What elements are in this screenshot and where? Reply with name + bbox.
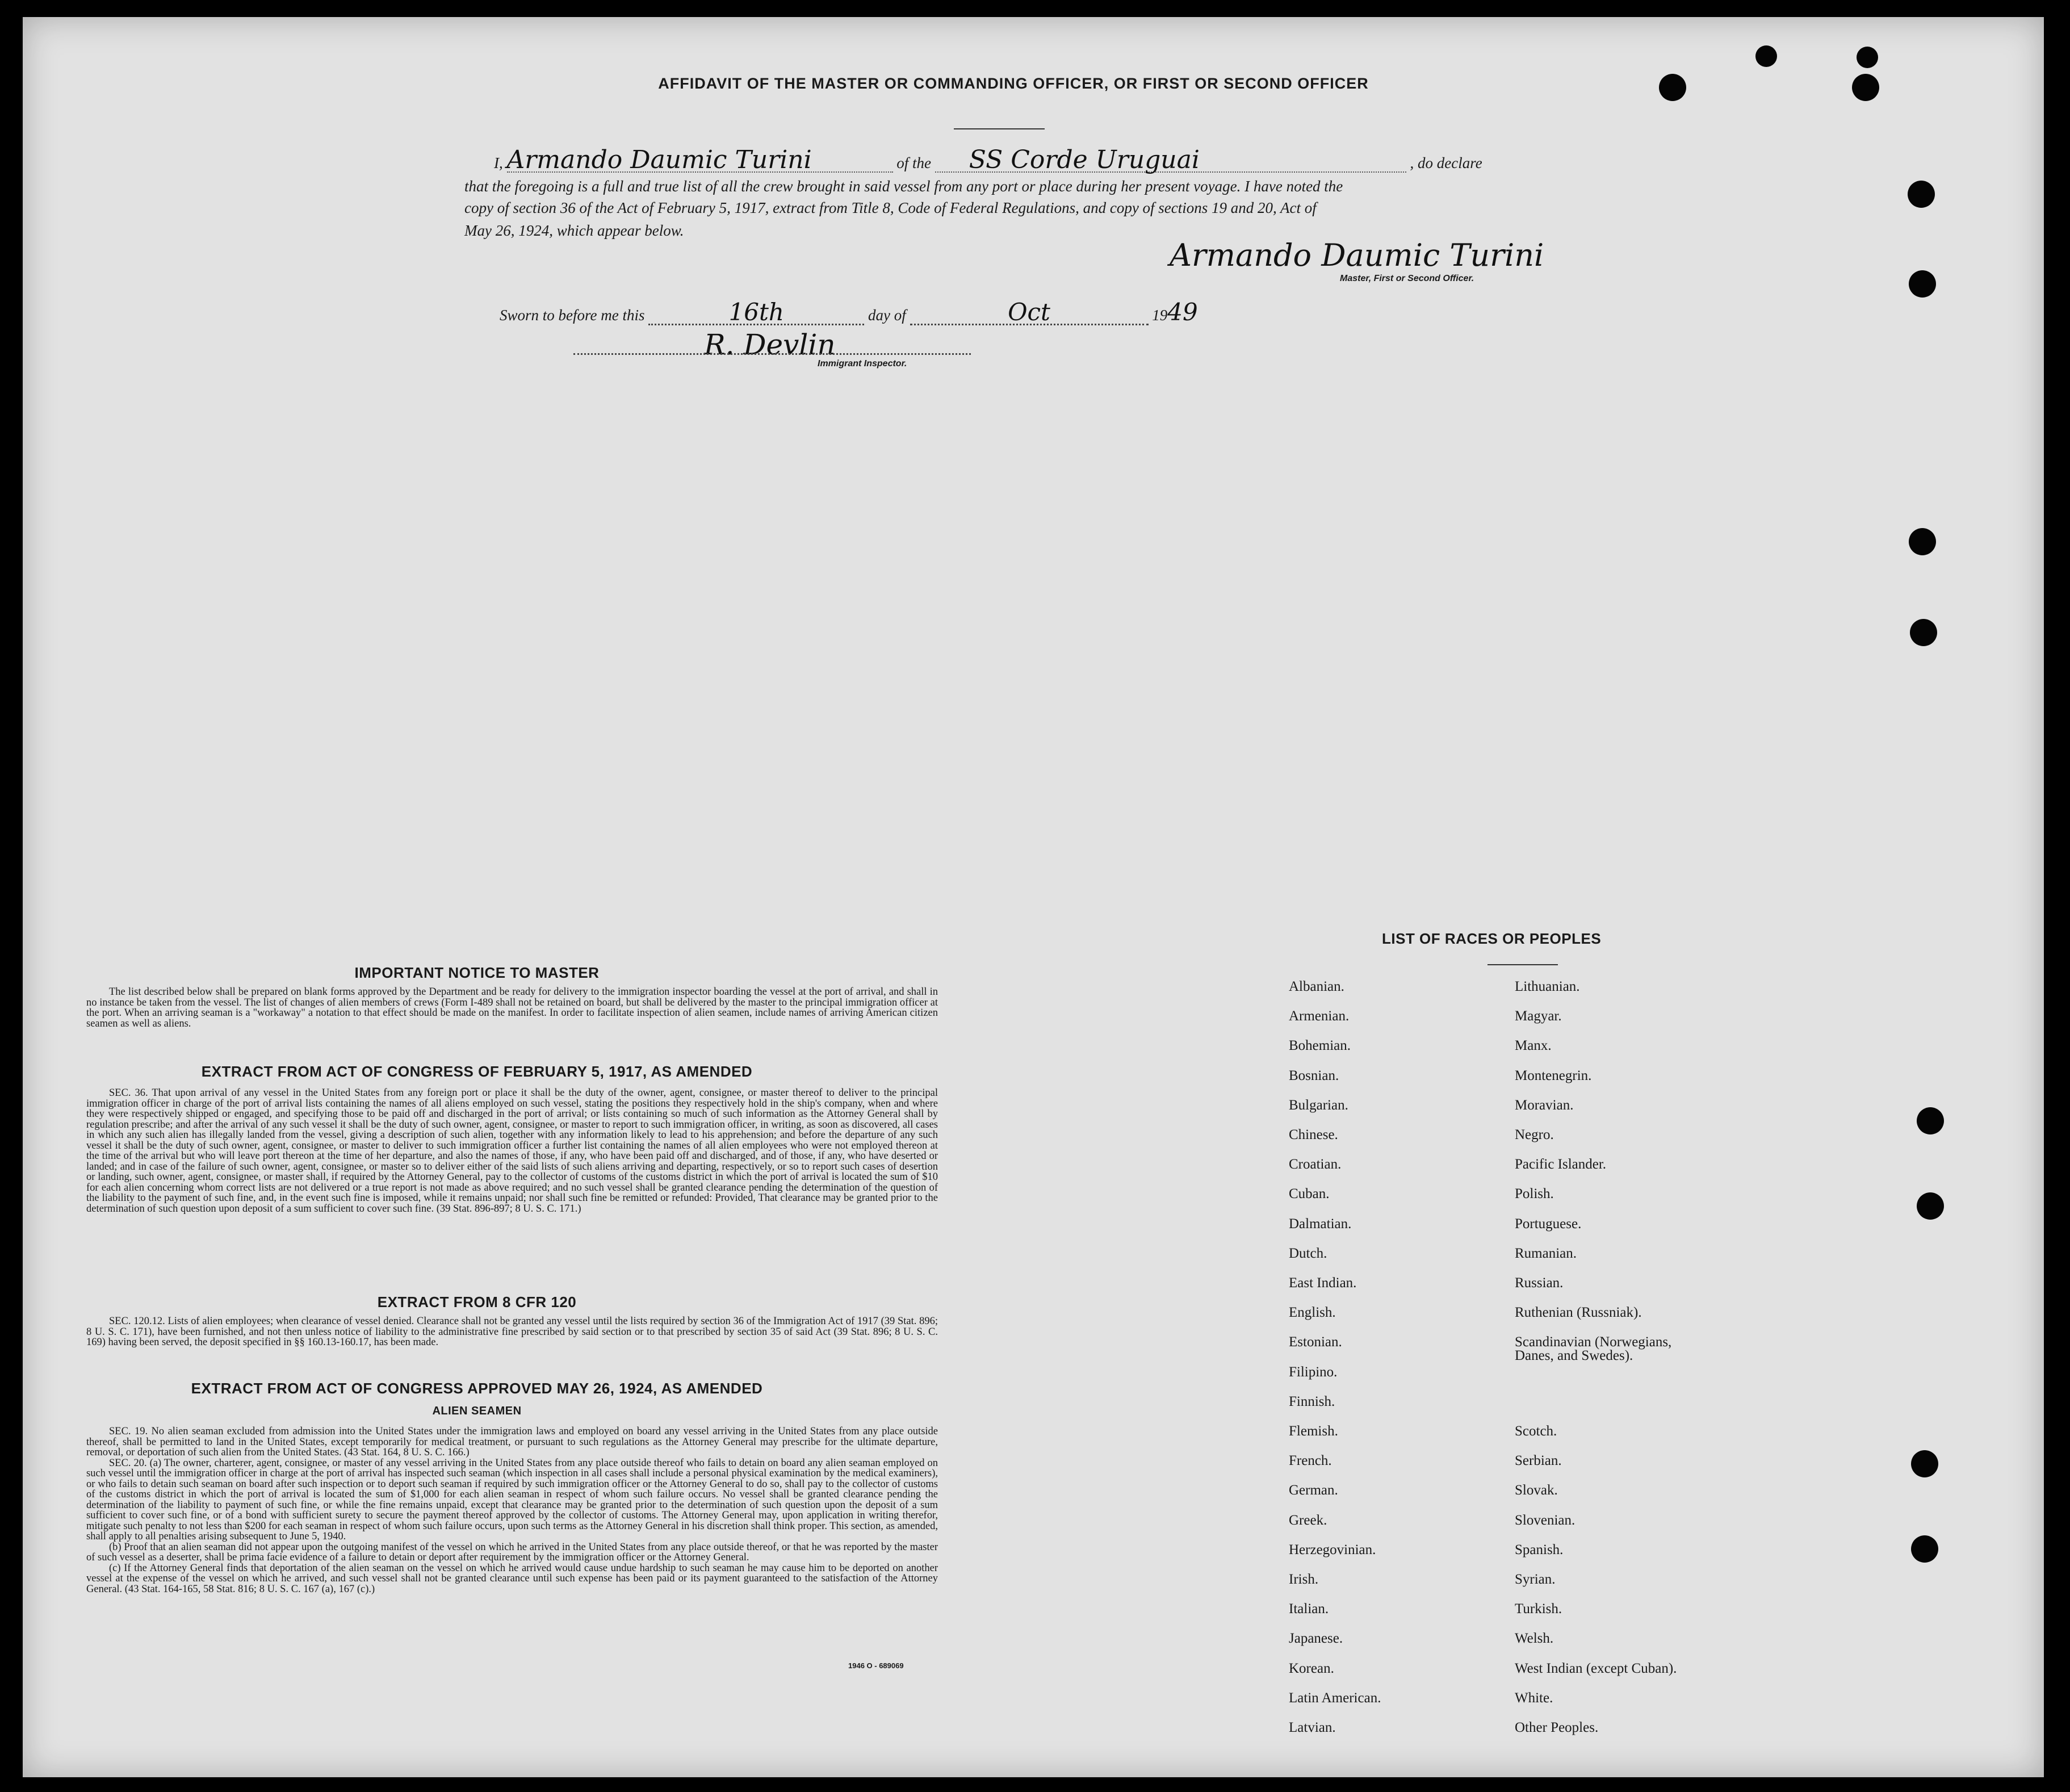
race-item: Moravian. xyxy=(1515,1097,1574,1113)
punch-hole xyxy=(1659,74,1686,101)
punch-hole xyxy=(1857,47,1878,68)
punch-hole xyxy=(1909,270,1936,298)
punch-hole xyxy=(1911,1450,1938,1477)
declaration-line-1 xyxy=(494,145,1533,174)
race-item: Welsh. xyxy=(1515,1631,1554,1647)
race-item: White. xyxy=(1515,1690,1553,1706)
inspector-caption: Immigrant Inspector. xyxy=(818,359,907,369)
race-item: Flemish. xyxy=(1289,1423,1338,1439)
race-item: Serbian. xyxy=(1515,1453,1562,1469)
punch-hole xyxy=(1917,1192,1944,1220)
race-item: Albanian. xyxy=(1289,979,1344,994)
extract-8cfr-text: SEC. 120.12. Lists of alien employees; when clearance of vessel denied. Clearance shall not be granted any vessel until the lists required by section 36 of the Immigration Act of 1917 (39 Stat. 896; 8 U. S. C. 171), have been furnished, and not then unless notice of liability to the administrative fine prescribed by said section or to that prescribed by section 35 of said Act (39 Stat. 896; 8 U. S. C. 169) having been served, the deposit specified in §§ 160.13-160.17, has been made. xyxy=(86,1316,938,1348)
race-item: Rumanian. xyxy=(1515,1245,1577,1261)
race-item: Japanese. xyxy=(1289,1631,1343,1647)
race-item: Dutch. xyxy=(1289,1245,1327,1261)
sworn-year: 49 xyxy=(1167,298,1198,326)
race-item: Ruthenian (Russniak). xyxy=(1515,1305,1642,1321)
affidavit-title: AFFIDAVIT OF THE MASTER OR COMMANDING OFFICER, OR FIRST OR SECOND OFFICER xyxy=(658,75,1369,92)
race-item: Negro. xyxy=(1515,1127,1554,1142)
race-item: Lithuanian. xyxy=(1515,979,1580,994)
race-item: Cuban. xyxy=(1289,1186,1330,1202)
race-item: Bosnian. xyxy=(1289,1067,1339,1083)
master-signature: Armando Daumic Turini xyxy=(1170,237,1544,273)
race-item: Korean. xyxy=(1289,1660,1334,1676)
race-item: West Indian (except Cuban). xyxy=(1515,1660,1677,1676)
race-item: Herzegovinian. xyxy=(1289,1542,1376,1557)
race-item: Bohemian. xyxy=(1289,1038,1351,1054)
sworn-month: Oct xyxy=(910,301,1149,325)
sworn-line xyxy=(500,298,1294,326)
section-19: SEC. 19. No alien seaman excluded from admission into the United States under the immigration laws and employed on board any vessel arriving in the United States from any place outside thereof, shall be permitted to land in the United States, except temporarily for medical treatment, or pursuant to such regulations as the Attorney General may prescribe for the ultimate departure, removal, or deportation of such alien from the United States. (43 Stat. 164, 8 U. S. C. 166.) xyxy=(86,1426,938,1458)
race-item: Estonian. xyxy=(1289,1334,1342,1350)
punch-hole xyxy=(1852,74,1879,101)
sworn-day-of: day of xyxy=(868,307,906,324)
extract-1924-title: EXTRACT FROM ACT OF CONGRESS APPROVED MAY 26, 1924, AS AMENDED xyxy=(191,1380,763,1397)
race-item: Croatian. xyxy=(1289,1157,1342,1173)
race-item: Portuguese. xyxy=(1515,1216,1582,1232)
races-title: LIST OF RACES OR PEOPLES xyxy=(1382,930,1602,947)
race-item: French. xyxy=(1289,1453,1332,1469)
race-item: Danes, and Swedes). xyxy=(1515,1348,1633,1364)
race-item: Armenian. xyxy=(1289,1008,1350,1024)
race-item: Scotch. xyxy=(1515,1423,1557,1439)
declaration-line-2: that the foregoing is a full and true list of all the crew brought in said vessel from any port or place during her present voyage. I have noted the xyxy=(464,178,1343,195)
race-item: Bulgarian. xyxy=(1289,1097,1348,1113)
punch-hole xyxy=(1755,45,1777,67)
punch-hole xyxy=(1917,1107,1944,1134)
notice-title: IMPORTANT NOTICE TO MASTER xyxy=(354,964,600,981)
race-item: Turkish. xyxy=(1515,1601,1562,1617)
extract-1917-title: EXTRACT FROM ACT OF CONGRESS OF FEBRUARY 5, 1917, AS AMENDED xyxy=(201,1063,753,1080)
race-item: Pacific Islander. xyxy=(1515,1157,1607,1173)
race-item: Polish. xyxy=(1515,1186,1554,1202)
declaration-line-3: copy of section 36 of the Act of February 5, 1917, extract from Title 8, Code of Federal Regulations, and copy of sections 19 and 20, Act of xyxy=(464,199,1317,216)
declaration-prefix: I, xyxy=(494,154,503,171)
signer-name-handwritten: Armando Daumic Turini xyxy=(507,149,893,173)
race-item: Spanish. xyxy=(1515,1542,1564,1557)
race-item: Greek. xyxy=(1289,1512,1327,1528)
inspector-signature-line xyxy=(573,353,971,355)
race-item: Finnish. xyxy=(1289,1393,1335,1409)
notice-text: The list described below shall be prepared on blank forms approved by the Department and be ready for delivery to the immigration inspector boarding the vessel at the port of arrival, and shall in no instance be taken from the vessel. The list of changes of alien members of crews (Form I-489 shall not be retained on board, but shall be delivered by the master to the principal immigration officer at the port. When an arriving seaman is a "workaway" a notation to that effect should be made on the manifest. In order to facilitate inspection of alien seamen, include names of arriving American citizen seamen as well as aliens. xyxy=(86,986,938,1029)
race-item: Slovak. xyxy=(1515,1483,1558,1498)
extract-8cfr-title: EXTRACT FROM 8 CFR 120 xyxy=(377,1293,577,1310)
race-item: East Indian. xyxy=(1289,1275,1357,1291)
year-prefix: 19 xyxy=(1152,307,1168,324)
race-item: Italian. xyxy=(1289,1601,1329,1617)
punch-hole xyxy=(1908,181,1935,208)
extract-1924-text xyxy=(86,1426,938,1594)
races-title-divider xyxy=(1487,964,1558,965)
sworn-prefix: Sworn to before me this xyxy=(500,307,645,324)
section-20a: SEC. 20. (a) The owner, charterer, agent, consignee, or master of any vessel arriving in the United States from any place outside thereof who fails to detain on board any alien seaman employed on such vessel until the immigration officer in charge at the port of arrival has inspected such seaman (which inspection in all cases shall include a personal physical examination by the medical examiners), or who fails to detain such seaman on board after such inspection or to deport such seaman if required by such immigration officer or the Attorney General to do so, shall pay to the collector of customs of the customs district in which the port of arrival is located the sum of $1,000 for each alien seaman in respect of whom such failure occurs. No vessel shall be granted clearance pending the determination of the liability to payment of such fine, or while the fine remains unpaid, except that clearance may be granted prior to the determination of such question upon the deposit of a sum sufficient to cover such fine, or of a bond with sufficient surety to secure the payment thereof approved by the collector of customs. The Attorney General may, upon application in writing therefor, mitigate such penalty to not less than $200 for each seaman in respect of whom such failure occurs, upon such terms as the Attorney General in his discretion shall think proper. This section, as amended, shall apply to all penalties arising subsequent to June 5, 1940. xyxy=(86,1457,938,1542)
race-item: Latvian. xyxy=(1289,1720,1336,1735)
print-code: 1946 O - 689069 xyxy=(848,1661,904,1670)
race-item: Irish. xyxy=(1289,1572,1319,1587)
race-item: Scandinavian (Norwegians, xyxy=(1515,1334,1672,1350)
title-divider xyxy=(954,128,1045,129)
extract-1924-subtitle: ALIEN SEAMEN xyxy=(432,1405,522,1417)
section-20c: (c) If the Attorney General finds that deportation of the alien seaman on the vessel on which he arrived would cause undue hardship to such seaman he may cause him to be deported on another vessel at the expense of the vessel on which he arrived, and such vessel shall not be granted clearance until such expense has been paid or its payment guaranteed to the satisfaction of the Attorney General. (43 Stat. 164-165, 58 Stat. 816; 8 U. S. C. 167 (a), 167 (c).) xyxy=(86,1562,938,1595)
extract-1917-text: SEC. 36. That upon arrival of any vessel in the United States from any foreign port or place it shall be the duty of the owner, agent, consignee, or master thereof to deliver to the principal immigration officer in charge of the port of arrival lists containing the names of all aliens employed on such vessel, stating the positions they respectively hold in the ship's company, when and where they were respectively shipped or engaged, and specifying those to be paid off and discharged in the port of arrival; or lists containing so much of such information as the Attorney General shall by regulation prescribe; and after the arrival of any such vessel it shall be the duty of such owner, agent, consignee, or master to report to such immigration officer, in writing, as soon as discovered, all cases in which any such alien has illegally landed from the vessel, giving a description of such alien, together with any information likely to lead to his apprehension; and before the departure of any such vessel it shall be the duty of such owner, agent, consignee, or master to deliver to such immigration officer a further list containing the names of all alien employees who were not employed thereon at the time of the arrival but who will leave port thereon at the time of her departure, and also the names of those, if any, who have been paid off and discharged, and of those, if any, who have deserted or landed; and in case of the failure of such owner, agent, consignee, or master so to deliver either of the said lists of such aliens arriving and departing, respectively, or so to report such cases of desertion or landing, such owner, agent, consignee, or master shall, if required by the Attorney General, pay to the collector of customs of the customs district in which the port of arrival is located the sum of $10 for each alien concerning whom correct lists are not delivered or a true report is not made as above required; and no such vessel shall be granted clearance pending the determination of the question of the liability to the payment of such fine, and, in the event such fine is imposed, while it remains unpaid; nor shall such fine be remitted or refunded: Provided, That clearance may be granted prior to the determination of such question upon deposit of a sum sufficient to cover such fine. (39 Stat. 896-897; 8 U. S. C. 171.) xyxy=(86,1087,938,1215)
race-item: Filipino. xyxy=(1289,1364,1338,1380)
race-item: Latin American. xyxy=(1289,1690,1381,1706)
punch-hole xyxy=(1911,1535,1938,1563)
vessel-name-handwritten: SS Corde Uruguai xyxy=(935,149,1406,173)
punch-hole xyxy=(1910,619,1937,646)
race-item: Slovenian. xyxy=(1515,1512,1575,1528)
race-item: Manx. xyxy=(1515,1038,1552,1054)
punch-hole xyxy=(1909,528,1936,555)
race-item: Dalmatian. xyxy=(1289,1216,1352,1232)
section-20b: (b) Proof that an alien seaman did not appear upon the outgoing manifest of the vessel on which he arrived in the United States from any place outside thereof, or that he was reported by the master of such vessel as a deserter, shall be prima facie evidence of a failure to detain or deport after requirement by the immigration officer or the Attorney General. xyxy=(86,1541,938,1563)
race-item: Magyar. xyxy=(1515,1008,1562,1024)
inspector-signature: R. Devlin xyxy=(704,328,836,361)
race-item: English. xyxy=(1289,1305,1336,1321)
race-item: German. xyxy=(1289,1483,1338,1498)
race-item: Montenegrin. xyxy=(1515,1067,1592,1083)
race-item: Other Peoples. xyxy=(1515,1720,1599,1735)
sworn-day: 16th xyxy=(648,301,864,325)
race-item: Chinese. xyxy=(1289,1127,1338,1142)
race-item: Syrian. xyxy=(1515,1572,1556,1587)
declaration-suffix: , do declare xyxy=(1410,154,1482,171)
master-signature-caption: Master, First or Second Officer. xyxy=(1340,274,1474,283)
declaration-of-the: of the xyxy=(896,154,931,171)
declaration-line-4: May 26, 1924, which appear below. xyxy=(464,222,684,239)
race-item: Russian. xyxy=(1515,1275,1564,1291)
